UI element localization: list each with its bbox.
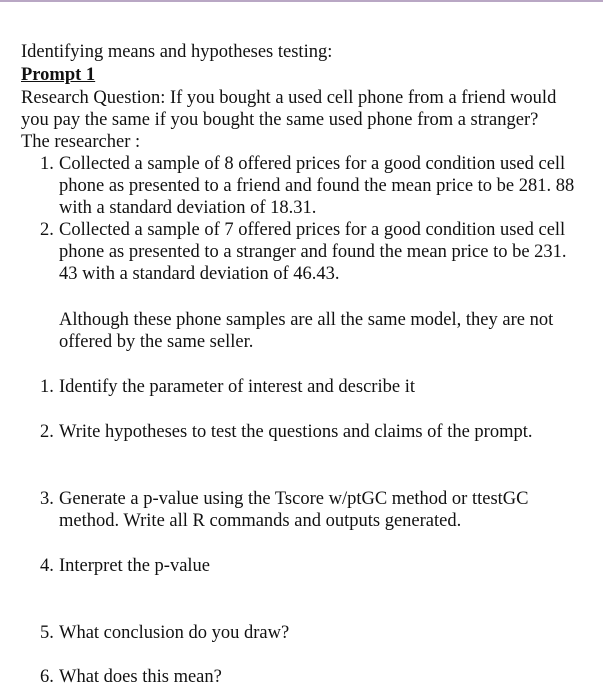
document-title: Identifying means and hypotheses testing: xyxy=(21,42,333,62)
step-line: 43 with a standard deviation of 46.43. xyxy=(59,264,340,284)
step-line: phone as presented to a stranger and found the mean price to be 231. xyxy=(59,242,567,262)
step-line: Collected a sample of 7 offered prices for a good condition used cell xyxy=(59,220,566,240)
research-question-line-1: Research Question: If you bought a used cell phone from a friend would xyxy=(21,88,557,108)
question-number: 2. xyxy=(40,422,54,442)
research-question-line-2: you pay the same if you bought the same used phone from a stranger? xyxy=(21,110,539,130)
question-item-5 xyxy=(21,622,289,644)
question-text: Generate a p-value using the Tscore w/ptGC method or ttestGC xyxy=(59,489,529,509)
note-line-1: Although these phone samples are all the same model, they are not xyxy=(59,310,554,330)
question-item-1 xyxy=(21,376,415,398)
question-number: 3. xyxy=(40,489,54,509)
note-line-2: offered by the same seller. xyxy=(59,332,254,352)
question-text: method. Write all R commands and outputs generated. xyxy=(59,511,462,531)
question-number: 4. xyxy=(40,556,54,576)
question-text: Write hypotheses to test the questions and claims of the prompt. xyxy=(59,422,533,442)
prompt-heading: Prompt 1 xyxy=(21,65,96,85)
question-item-3 xyxy=(21,488,528,532)
step-number: 2. xyxy=(40,220,54,240)
researcher-label: The researcher : xyxy=(21,132,141,152)
question-item-6 xyxy=(21,666,222,688)
question-text: Interpret the p-value xyxy=(59,556,211,576)
question-item-2 xyxy=(21,421,532,443)
step-number: 1. xyxy=(40,154,54,174)
step-line: Collected a sample of 8 offered prices for a good condition used cell xyxy=(59,154,566,174)
question-number: 6. xyxy=(40,667,54,687)
step-item-2 xyxy=(21,219,567,285)
note-paragraph xyxy=(21,309,553,353)
question-text: Identify the parameter of interest and describe it xyxy=(59,377,415,397)
step-item-1 xyxy=(21,153,574,219)
question-text: What conclusion do you draw? xyxy=(59,623,290,643)
step-line: with a standard deviation of 18.31. xyxy=(59,198,317,218)
question-number: 1. xyxy=(40,377,54,397)
step-line: phone as presented to a friend and found the mean price to be 281. 88 xyxy=(59,176,575,196)
question-number: 5. xyxy=(40,623,54,643)
question-text: What does this mean? xyxy=(59,667,222,687)
top-border xyxy=(0,0,603,2)
question-item-4 xyxy=(21,555,210,577)
